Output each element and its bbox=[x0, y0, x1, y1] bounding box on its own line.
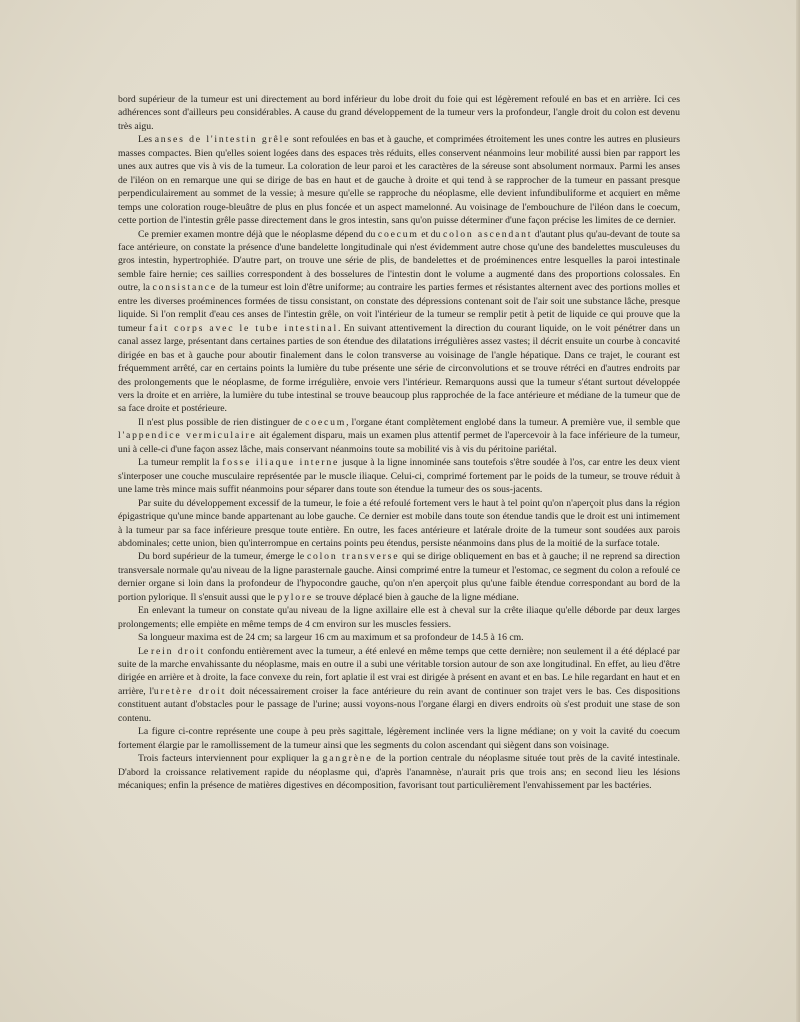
text-run: ait également disparu, mais un examen plus attentif permet de l'apercevoir à la face inférieure de la tumeur, uni à celle-ci d'une façon assez lâche, mais conservant néanmoins toute sa mobilité vis à vis du péritoine pariétal. bbox=[118, 430, 680, 455]
text-run: Ce premier examen montre déjà que le néoplasme dépend du bbox=[138, 228, 378, 240]
paragraph bbox=[118, 645, 680, 726]
text-run: Le bbox=[138, 645, 151, 657]
spaced-term: colon transverse bbox=[306, 551, 400, 563]
spaced-term: fosse iliaque interne bbox=[222, 457, 340, 469]
text-run: En enlevant la tumeur on constate qu'au niveau de la ligne axillaire elle est à cheval sur la crête iliaque qu'elle déborde par deux larges prolongements; elle empiète en même temps de 4 cm environ sur les muscles fessiers. bbox=[118, 605, 680, 630]
text-run: se trouve déplacé bien à gauche de la ligne médiane. bbox=[312, 591, 519, 603]
body-text bbox=[118, 93, 680, 793]
text-run: sont refoulées en bas et à gauche, et comprimées étroitement les unes contre les autres en plusieurs masses compactes. Bien qu'elles soient logées dans des espaces très réduits, elles conservent néanmoins leur mobilité aussi bien par rapport les unes aux autres que vis à vis de la tumeur. La coloration de leur paroi et les caractères de la séreuse sont absolument normaux. Parmi les anses de l'iléon on en remarque une qui se dirige de bas en haut et de gauche à droite et qui tend à se rapprocher de la tumeur en passant presque perpendiculairement au sommet de la vessie; à mesure qu'elle se rapproche du néoplasme, elle devient infundibuliforme et acquiert en même temps une coloration rouge-bleuâtre de plus en plus foncée et un aspect mamelonné. Au voisinage de l'embouchure de l'iléon dans le coecum, cette portion de l'intestin grêle passe directement dans le gros intestin, sans qu'on puisse déterminer d'une façon précise les limites de ce dernier. bbox=[118, 134, 680, 227]
text-run: doit nécessairement croiser la face antérieure du rein avant de continuer son trajet vers le bas. Ces dispositions constituent autant d'obstacles pour le passage de l'urine; aussi voyons-nous l'organe élargi en divers endroits où s'est produit une stase de son contenu. bbox=[118, 685, 680, 724]
spaced-term: rein droit bbox=[151, 645, 206, 657]
text-run: de la tumeur est loin d'être uniforme; au contraire les parties fermes et résistantes alternent avec des portions molles et entre les diverses proéminences formées de tissu consistant, on constate des dépressions contenant soit de l'air soit une substance lâche, presque liquide. Si l'on remplit d'eau ces anses de l'intestin grêle, on voit l'intérieur de la tumeur se remplir petit à petit de liquide ce qui prouve que la tumeur bbox=[118, 282, 681, 334]
paragraph bbox=[118, 550, 680, 604]
text-run: de la portion centrale du néoplasme située tout près de la cavité intestinale. D'abord la croissance relativement rapide du néoplasme qui, d'après l'anamnèse, n'aurait pris que trois ans; en second lieu les lésions mécaniques; enfin la présence de matières digestives en décomposition, favorisant tout particulièrement l'envahissement par les bactéries. bbox=[118, 753, 680, 792]
paragraph bbox=[118, 631, 680, 644]
text-run: et du bbox=[418, 228, 444, 240]
text-run: Les bbox=[138, 134, 155, 146]
paragraph bbox=[118, 228, 680, 416]
text-run: bord supérieur de la tumeur est uni directement au bord inférieur du lobe droit du foie qui est légèrement refoulé en bas et en arrière. Ici ces adhérences sont d'ailleurs peu considérables. A cause du grand développement de la tumeur vers la profondeur, l'angle droit du colon est devenu très aigu. bbox=[118, 94, 680, 132]
spaced-term: fait corps avec le tube intestinal bbox=[148, 322, 338, 334]
paragraph bbox=[118, 416, 680, 456]
spaced-term: pylore bbox=[277, 591, 313, 603]
text-run: . En suivant attentivement la direction du courant liquide, on le voit pénétrer dans un canal assez large, présentant dans certaines parties de son étendue des dilatations irrégulières assez vastes; il décrit ensuite un courbe à concavité dirigée en bas et à gauche pour aboutir finalement dans le colon transverse au voisinage de l'angle hépatique. Dans ce trajet, le courant est fréquemment arrêté, car en certains points la lumière du tube présente une série de circonvolutions et se trouve rétréci en d'autres endroits par des prolongements que le néoplasme, de forme irrégulière, envoie vers l'intérieur. Remarquons aussi que la tumeur s'étant surtout développée vers la droite et en arrière, la lumière du tube intestinal se trouve beaucoup plus rapprochée de la face antérieure et médiane de la tumeur que de sa face droite et postérieure. bbox=[118, 322, 680, 415]
spaced-term: colon ascendant bbox=[443, 228, 533, 240]
text-run: d'autant plus qu'au-devant de toute sa face antérieure, on constate la présence d'une bandelette longitudinale qui n'est évidemment autre chose qu'une des bandelettes musculeuses du gros intestin, hypertrophiée. D'autre part, on trouve une série de plis, de bandelettes et de proéminences entre lesquelles la paroi intestinale semble faire hernie; ces saillies correspondent à des bosselures de l'intestin dont le volume a augmenté dans des proportions colossales. En outre, la bbox=[118, 228, 680, 294]
paragraph bbox=[118, 133, 680, 227]
text-run: , l'organe étant complètement englobé dans la tumeur. A première vue, il semble que bbox=[346, 416, 680, 428]
text-run: La tumeur remplit la bbox=[138, 457, 223, 469]
text-run: jusque à la ligne innominée sans toutefois s'être soudée à l'os, car entre les deux vient s'interposer une couche musculaire représentée par le muscle iliaque. Celui-ci, comprimé fortement par le poids de la tumeur, se trouve réduit à une lame très mince mais suffit néanmoins pour séparer dans toute son étendue la tumeur des os sous-jacents. bbox=[118, 457, 680, 496]
spaced-term: coecum bbox=[377, 228, 419, 240]
text-run: Par suite du développement excessif de la tumeur, le foie a été refoulé fortement vers le haut à tel point qu'on n'aperçoit plus dans la région épigastrique qu'une mince bande appartenant au lobe gauche. Ce dernier est mobile dans toute son étendue tandis que le droit est uni intimement à la tumeur par sa face inférieure presque toute entière. En outre, les faces antérieure et latérale droite de la tumeur sont soudées aux parois abdominales; cette union, bien qu'interrompue en certains points peu étendus, persiste néanmoins dans plus de la moitié de la surface totale. bbox=[118, 497, 680, 549]
paragraph bbox=[118, 456, 680, 496]
spaced-term: consistance bbox=[152, 282, 217, 294]
text-run: Il n'est plus possible de rien distinguer de bbox=[138, 416, 306, 428]
text-run: confondu entièrement avec la tumeur, a été enlevé en même temps que cette dernière; non seulement il a été déplacé par suite de la marche envahissante du néoplasme, mais en outre il a subi une véritable torsion autour de son axe longitudinal. En effet, au lieu d'être dirigée en arrière et à droite, la face convexe du rein, fort aplatie il est vrai est dirigée à présent en avant et en bas. Le hile regardant en haut et en arrière, l' bbox=[118, 645, 681, 697]
text-run: Trois facteurs interviennent pour expliquer la bbox=[138, 753, 323, 765]
page-edge bbox=[796, 0, 800, 1022]
paragraph bbox=[118, 752, 680, 792]
text-run: Sa longueur maxima est de 24 cm; sa largeur 16 cm au maximum et sa profondeur de 14.5 à 16 cm. bbox=[138, 632, 524, 644]
paragraph bbox=[118, 604, 680, 631]
spaced-term: anses de l'intestin grêle bbox=[154, 134, 291, 146]
text-run: qui se dirige obliquement en bas et à gauche; il ne reprend sa direction transversale normale qu'au niveau de la ligne parasternale gauche. Ainsi comprimé entre la tumeur et l'estomac, ce segment du colon a refoulé ce dernier organe si loin dans la profondeur de l'hypocondre gauche, qu'on n'en aperçoit plus qu'une faible étendue correspondant au bord de la portion pylorique. Il s'ensuit aussi que le bbox=[118, 551, 681, 603]
text-run: La figure ci-contre représente une coupe à peu près sagittale, légèrement inclinée vers la ligne médiane; on y voit la cavité du coecum fortement élargie par le ramollissement de la tumeur ainsi que les segments du colon ascendant qui siègent dans son voisinage. bbox=[118, 726, 680, 751]
spaced-term: uretère droit bbox=[153, 685, 227, 697]
spaced-term: l'appendice vermiculaire bbox=[118, 430, 257, 442]
spaced-term: coecum bbox=[305, 416, 347, 428]
paragraph bbox=[118, 725, 680, 752]
text-run: Du bord supérieur de la tumeur, émerge le bbox=[138, 551, 307, 563]
paragraph bbox=[118, 93, 680, 133]
paragraph bbox=[118, 497, 680, 551]
spaced-term: gangrène bbox=[322, 753, 373, 765]
